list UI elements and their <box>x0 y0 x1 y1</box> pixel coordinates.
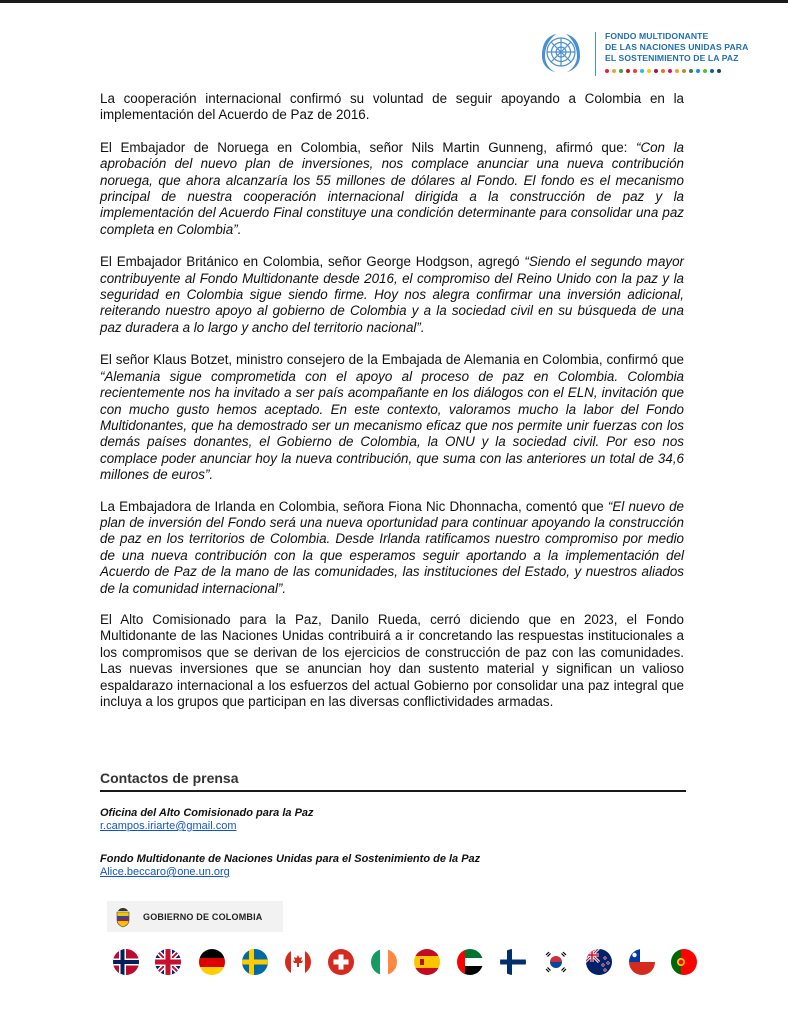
logo-line-1: FONDO MULTIDONANTE <box>605 31 709 41</box>
sdg-dot <box>626 69 630 73</box>
sdg-dot <box>619 69 623 73</box>
contact-org: Fondo Multidonante de Naciones Unidas para el Sostenimiento de la Paz <box>100 853 481 865</box>
logo-line-2: DE LAS NACIONES UNIDAS PARA <box>605 42 749 53</box>
sdg-dot <box>682 69 686 73</box>
switzerland-flag-icon <box>327 948 355 976</box>
contact-item <box>100 853 686 879</box>
uk-flag-icon <box>154 948 182 976</box>
chile-flag-icon <box>628 948 656 976</box>
uk-intro: El Embajador Británico en Colombia, señor George Hodgson, agregó <box>100 254 525 270</box>
logo-divider <box>595 32 596 76</box>
sdg-dot <box>661 69 665 73</box>
ireland-intro: La Embajadora de Irlanda en Colombia, señora Fiona Nic Dhonnacha, comentó que <box>100 498 608 514</box>
press-release-body <box>100 91 684 726</box>
contact-email-link[interactable]: Alice.beccaro@one.un.org <box>100 866 230 878</box>
sdg-dot <box>605 69 609 73</box>
norway-quote: “Con la aprobación del nuevo plan de inversiones, nos complace anunciar una nueva contribución noruega, que ahora alcanzaría los 55 millones de dólares al Fondo. El fondo es el mecanismo principal de nuestra cooperación internacional dirigida a la construcción de paz y la implementación del Acuerdo Final constituye una condición determinante para consolidar una paz completa en Colombia”. <box>100 139 684 237</box>
portugal-flag-icon <box>670 948 698 976</box>
germany-intro: El señor Klaus Botzet, ministro consejero de la Embajada de Alemania en Colombia, confirmó que <box>100 352 684 368</box>
sdg-dot <box>703 69 707 73</box>
sweden-flag-icon <box>241 948 269 976</box>
germany-quote: “Alemania sigue comprometida con el apoyo al proceso de paz en Colombia. Colombia recientemente nos ha invitado a ser país acompañante en los diálogos con el ELN, invitación que con mucho gusto hemos aceptado. En este contexto, valoramos mucho la labor del Fondo Multidonantes, que ha demostrado ser un mecanismo eficaz que nos permite unir fuerzas con los demás países donantes, el Gobierno de Colombia, la ONU y la sociedad civil. Por eso nos complace poder anunciar hoy la nueva contribución, que suma con las anteriores un total de 34,6 millones de euros”. <box>100 368 684 483</box>
sdg-dot <box>633 69 637 73</box>
contact-item <box>100 807 686 833</box>
logo-line-3: EL SOSTENIMIENTO DE LA PAZ <box>605 53 739 64</box>
norway-intro: El Embajador de Noruega en Colombia, señor Nils Martin Gunneng, afirmó que: <box>100 139 636 155</box>
sdg-dot <box>717 69 721 73</box>
colombia-coat-of-arms-icon <box>114 906 132 928</box>
paragraph-norway <box>100 140 684 238</box>
sdg-dot <box>710 69 714 73</box>
sdg-dot <box>696 69 700 73</box>
press-contacts <box>100 770 686 879</box>
donor-flags-row <box>112 948 702 978</box>
ireland-quote: “El nuevo de plan de inversión del Fondo será una nueva oportunidad para continuar apoyando la construcción de paz en los territorios de Colombia. Desde Irlanda ratificamos nuestro compromiso por medio de una nueva contribución con la que esperamos seguir aportando a la implementación del Acuerdo de Paz de la mano de las comunidades, las instituciones del Estado, y nuestros aliados de la comunidad internacional”. <box>100 498 684 596</box>
contact-org: Oficina del Alto Comisionado para la Paz <box>100 807 314 819</box>
sdg-dot <box>668 69 672 73</box>
paragraph-uk <box>100 254 684 336</box>
gov-label: GOBIERNO DE COLOMBIA <box>143 911 263 922</box>
top-rule <box>0 0 788 3</box>
un-mptf-logo <box>536 30 776 78</box>
sdg-dot <box>675 69 679 73</box>
uae-flag-icon <box>456 948 484 976</box>
paragraph-intro: La cooperación internacional confirmó su voluntad de seguir apoyando a Colombia en la implementación del Acuerdo de Paz de 2016. <box>100 91 684 123</box>
ireland-flag-icon <box>370 948 398 976</box>
canada-flag-icon <box>284 948 312 976</box>
uk-quote: “Siendo el segundo mayor contribuyente al Fondo Multidonante desde 2016, el compromiso del Reino Unido con la paz y la seguridad en Colombia sigue siendo firme. Hoy nos alegra confirmar una inversión adicional, reiterando nuestro apoyo al gobierno de Colombia y a la sociedad civil en su búsqueda de una paz duradera a lo largo y ancho del territorio nacional”. <box>100 254 684 335</box>
paragraph-high-commissioner: El Alto Comisionado para la Paz, Danilo Rueda, cerró diciendo que en 2023, el Fondo Multidonante de las Naciones Unidas contribuirá a ir concretando las respuestas institucionales a los compromisos que se derivan de los ejercicios de construcción de paz con las comunidades. Las nuevas inversiones que se anuncian hoy dan sustento material y significan un valioso espaldarazo internacional a los esfuerzos del actual Gobierno por consolidar una paz integral que incluya a los grupos que participan en las diversas conflictividades armadas. <box>100 611 684 709</box>
sdg-dot <box>640 69 644 73</box>
sdg-dot <box>612 69 616 73</box>
sdg-dot <box>654 69 658 73</box>
contacts-title: Contactos de prensa <box>100 770 686 792</box>
spain-flag-icon <box>413 948 441 976</box>
finland-flag-icon <box>499 948 527 976</box>
un-emblem-icon <box>536 30 586 76</box>
south-korea-flag-icon <box>542 948 570 976</box>
norway-flag-icon <box>112 948 140 976</box>
gobierno-de-colombia-logo <box>107 901 283 932</box>
logo-text-block <box>605 30 748 73</box>
sdg-color-dots <box>605 69 748 73</box>
paragraph-ireland <box>100 499 684 597</box>
new-zealand-flag-icon <box>585 948 613 976</box>
germany-flag-icon <box>198 948 226 976</box>
contact-email-link[interactable]: r.campos.iriarte@gmail.com <box>100 820 237 832</box>
paragraph-germany <box>100 352 684 483</box>
sdg-dot <box>647 69 651 73</box>
sdg-dot <box>689 69 693 73</box>
